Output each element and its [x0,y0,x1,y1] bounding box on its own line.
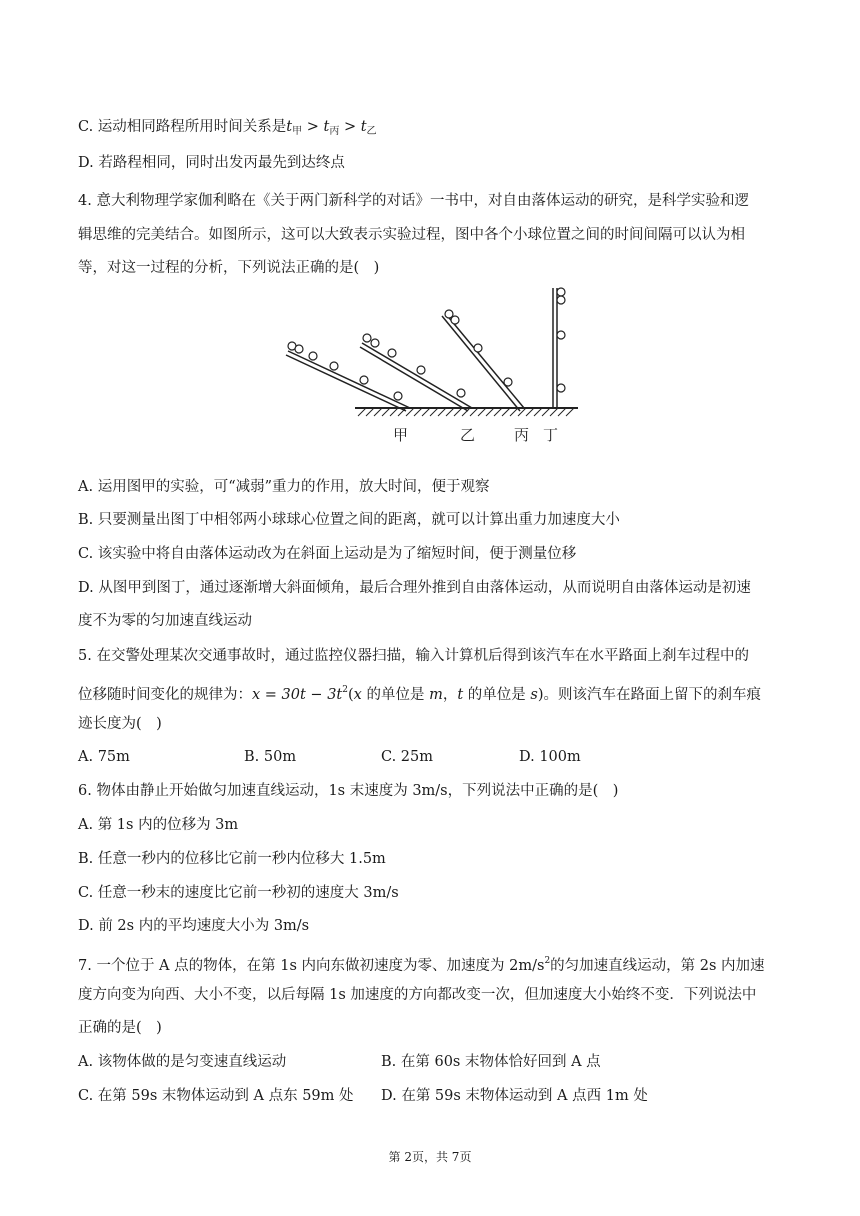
q7-stem-line1-a: 7. 一个位于 A 点的物体，在第 1s 内向东做初速度为零、加速度为 2m/s [78,958,545,974]
incline-bing [442,310,524,411]
q4-stem-line2: 辑思维的完美结合。如图所示，这可以大致表示实验过程，图中各个小球位置之间的时间间隔可以认为相 [78,227,745,243]
q5-option-b: B. 50m [244,749,297,765]
gt-symbol: > [306,119,319,135]
q7-stem-line3: 正确的是( ) [78,1020,162,1036]
q5-stem-line2 [78,680,761,705]
subscript-yi: 乙 [366,126,377,137]
q5-option-c: C. 25m [381,749,433,765]
q5-stem-prefix: 位移随时间变化的规律为： [78,687,252,703]
subscript-jia: 甲 [292,126,303,137]
q7-option-d: D. 在第 59s 末物体运动到 A 点西 1m 处 [381,1088,648,1104]
label-bing: 丙 [514,426,530,444]
unit-text-1: 的单位是 [361,687,430,703]
q7-option-c: C. 在第 59s 末物体运动到 A 点东 59m 处 [78,1088,354,1104]
gt-symbol: > [343,119,357,135]
q4-option-c: C. 该实验中将自由落体运动改为在斜面上运动是为了缩短时间，便于测量位移 [78,546,577,562]
q4-option-a: A. 运用图甲的实验，可“减弱”重力的作用，放大时间，便于观察 [78,479,490,495]
unit-m: m [429,687,443,703]
x-symbol: x [353,687,362,703]
t-symbol: t [360,119,367,135]
t-symbol: t [286,119,293,135]
incline-yi [360,334,472,411]
q7-option-a: A. 该物体做的是匀变速直线运动 [78,1054,287,1070]
q5-formula-exponent: 2 [342,685,348,695]
q5-stem-line3: 迹长度为( ) [78,716,162,732]
label-jia: 甲 [393,426,409,444]
q4-stem-line1: 4. 意大利物理学家伽利略在《关于两门新科学的对话》一书中，对自由落体运动的研究，是科学实验和逻 [78,193,749,209]
q6-option-c: C. 任意一秒末的速度比它前一秒初的速度大 3m/s [78,885,399,901]
q6-stem: 6. 物体由静止开始做匀加速直线运动，1s 末速度为 3m/s，下列说法中正确的是( ) [78,783,619,799]
unit-s: s [530,687,538,703]
subscript-bing: 丙 [329,126,340,137]
q7-option-b: B. 在第 60s 末物体恰好回到 A 点 [381,1054,601,1070]
incline-ding [553,288,565,408]
q4-option-d-line2: 度不为零的匀加速直线运动 [78,613,252,629]
comma: ， [442,687,458,703]
q7-stem-line2: 度方向变为向西、大小不变，以后每隔 1s 加速度的方向都改变一次，但加速度大小始终不变．下列说法中 [78,987,757,1003]
paren-open: ( [347,687,354,703]
q3-option-d: D. 若路程相同，同时出发丙最先到达终点 [78,155,345,171]
t-symbol: t [457,687,464,703]
q3-option-c [78,117,377,142]
q6-option-d: D. 前 2s 内的平均速度大小为 3m/s [78,918,310,934]
q6-option-b: B. 任意一秒内的位移比它前一秒内位移大 1.5m [78,851,386,867]
q4-stem-line3: 等，对这一过程的分析，下列说法正确的是( ) [78,260,380,276]
q5-option-d: D. 100m [519,749,581,765]
q7-stem-line1-b: 的匀加速直线运动，第 2s 内加速 [550,958,765,974]
page-footer: 第 2页，共 7页 [388,1150,472,1164]
q5-formula: x = 30t − 3t [252,687,343,703]
q4-option-b: B. 只要测量出图丁中相邻两小球球心位置之间的距离，就可以计算出重力加速度大小 [78,512,620,528]
q7-exponent: 2 [544,956,551,966]
label-yi: 乙 [460,426,476,444]
t-symbol: t [323,119,330,135]
q5-stem-suffix: )。则该汽车在路面上留下的刹车痕 [537,687,761,703]
q3-option-c-text: C. 运动相同路程所用时间关系是 [78,119,287,135]
label-ding: 丁 [543,426,559,444]
q4-option-d-line1: D. 从图甲到图丁，通过逐渐增大斜面倾角，最后合理外推到自由落体运动，从而说明自由落体运动是初速 [78,580,751,596]
q5-stem-line1: 5. 在交警处理某次交通事故时，通过监控仪器扫描，输入计算机后得到该汽车在水平路面上刹车过程中的 [78,648,749,664]
q7-stem-line1 [78,951,765,976]
galileo-incline-figure [280,283,600,449]
q6-option-a: A. 第 1s 内的位移为 3m [78,817,239,833]
q5-option-a: A. 75m [78,749,130,765]
unit-text-2: 的单位是 [463,687,531,703]
